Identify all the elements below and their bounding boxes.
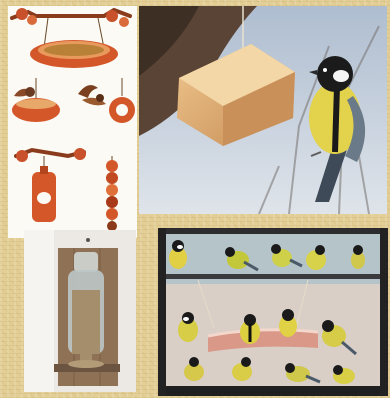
ring-feeder-drawing (109, 78, 135, 123)
window-rail (166, 274, 380, 279)
window-flock-photo (158, 228, 388, 396)
tray-feeder-drawing (12, 8, 130, 68)
tit-photo-panel (139, 6, 387, 214)
bottle-feeder-drawing (16, 148, 86, 222)
window-flock-photo-panel (158, 228, 388, 396)
bowl-feeder-drawing (12, 78, 60, 122)
bird-drawing (78, 85, 106, 105)
feeder-drawings-panel (8, 6, 137, 238)
bottle-feeder-photo-panel (24, 230, 136, 392)
tit-photo (139, 6, 387, 214)
fruit-string-drawing (106, 156, 118, 232)
feeder-drawings (8, 6, 137, 238)
bottle-feeder-photo (24, 230, 136, 392)
